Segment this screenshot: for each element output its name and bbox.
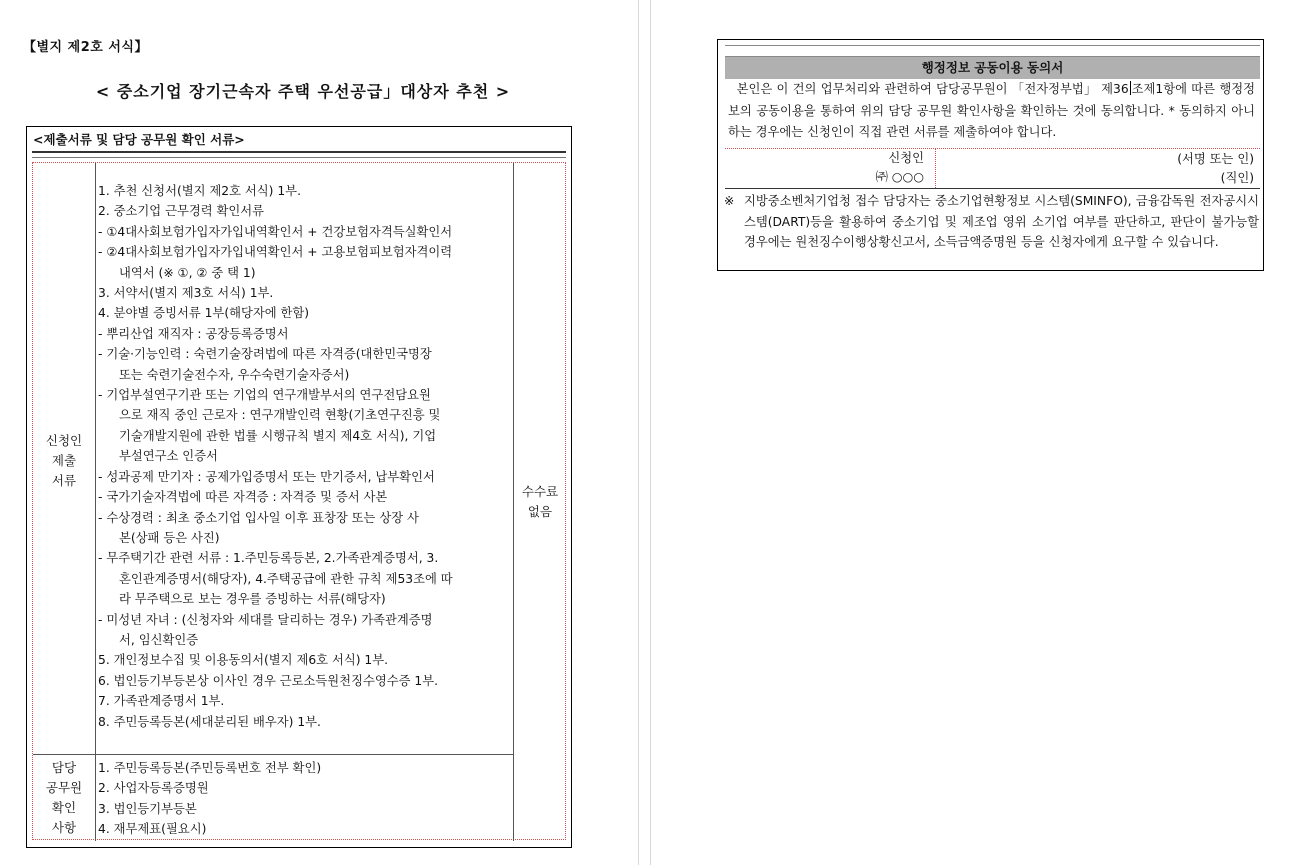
list-item: 부설연구소 인증서: [119, 449, 218, 464]
signature-row: [725, 148, 1260, 189]
list-item: 8. 주민등록등본(세대분리된 배우자) 1부.: [98, 714, 321, 729]
list-item: - 무주택기간 관련 서류 : 1.주민등록등본, 2.가족관계증명서, 3.: [98, 551, 439, 566]
consent-text: [728, 79, 1255, 144]
list-item: 3. 법인등기부등본: [98, 801, 197, 816]
official-check-label: [33, 758, 95, 838]
applicant-docs-label-line: 신청인: [45, 433, 83, 448]
list-item: - 기업부설연구기관 또는 기업의 연구개발부서의 연구전담요원: [98, 388, 431, 403]
applicant-name: ㈜ ○○○: [875, 170, 924, 184]
applicant-docs-label: [33, 431, 95, 491]
official-check-label-line: 공무원: [45, 780, 83, 795]
list-item: 7. 가족관계증명서 1부.: [98, 694, 225, 709]
list-item: 본(상패 등은 사진): [119, 530, 220, 545]
heading-rule-secondary: [32, 157, 566, 158]
list-item: - 성과공제 만기자 : 공제가입증명서 또는 만기증서, 납부확인서: [98, 469, 435, 484]
column-divider-label: [95, 163, 96, 841]
consent-box: [717, 39, 1264, 271]
list-item: - ①4대사회보험가입자가입내역확인서 + 건강보험자격득실확인서: [98, 224, 453, 239]
document-page-right: [651, 0, 1290, 865]
list-item: 5. 개인정보수집 및 이용동의서(별지 제6호 서식) 1부.: [98, 653, 389, 668]
list-item: - 국가기술자격법에 따른 자격증 : 자격증 및 증서 사본: [98, 490, 388, 505]
row-divider: [33, 754, 513, 755]
page-gutter: [638, 0, 651, 865]
fee-line: 없음: [527, 504, 553, 519]
list-item: 2. 중소기업 근무경력 확인서류: [98, 204, 265, 219]
list-item: 4. 재무제표(필요시): [98, 822, 207, 837]
list-item: - ②4대사회보험가입자가입내역확인서 + 고용보험피보험자격이력: [98, 245, 453, 260]
list-item: 혼인관계증명서(해당자), 4.주택공급에 관한 규칙 제53조에 따: [119, 571, 453, 586]
list-item: - 미성년 자녀 : (신청자와 세대를 달리하는 경우) 가족관계증명: [98, 612, 433, 627]
list-item: 2. 사업자등록증명원: [98, 781, 209, 796]
list-item: 으로 재직 중인 근로자 : 연구개발인력 현황(기초연구진흥 및: [119, 408, 441, 423]
reference-note: [724, 191, 1259, 253]
box-top-rule: [725, 45, 1260, 46]
list-item: 서, 임신확인증: [119, 632, 199, 647]
signature-label: (서명 또는 인): [1177, 152, 1254, 166]
applicant-docs-label-line: 제출: [51, 453, 77, 468]
list-item: 기술개발지원에 관한 법률 시행규칙 별지 제4호 서식), 기업: [119, 428, 437, 443]
official-check-list: [98, 758, 510, 840]
heading-rule: [32, 151, 566, 153]
document-title: < 중소기업 장기근속자 주택 우선공급」대상자 추천 >: [95, 82, 511, 101]
list-item: 1. 추천 신청서(별지 제2호 서식) 1부.: [98, 184, 301, 198]
applicant-label: 신청인: [888, 151, 924, 165]
note-mark: ※: [724, 194, 735, 208]
official-check-label-line: 확인: [51, 800, 77, 815]
list-item: 1. 주민등록등본(주민등록번호 전부 확인): [98, 761, 322, 775]
list-item: - 수상경력 : 최초 중소기업 입사일 이후 표창장 또는 상장 사: [98, 510, 419, 525]
documents-table: [26, 126, 572, 848]
document-page-left: [0, 0, 638, 865]
official-check-label-line: 사항: [51, 820, 77, 835]
list-item: - 기술·기능인력 : 숙련기술장려법에 따른 자격증(대한민국명장: [98, 347, 432, 362]
consent-title: 행정정보 공동이용 동의서: [725, 57, 1260, 79]
official-check-label-line: 담당: [51, 760, 77, 775]
form-label: 【별지 제2호 서식】: [23, 40, 148, 55]
signature-divider: [935, 149, 936, 188]
list-item: 라 무주택으로 보는 경우를 증빙하는 서류(해당자): [119, 592, 386, 607]
list-item: - 뿌리산업 재직자 : 공장등록증명서: [98, 326, 289, 341]
consent-text-part: 본인은 이 건의 업무처리와 관련하여 담당공무원이 「전자정부법」 제36: [736, 82, 1129, 96]
fee-line: 수수료: [521, 484, 559, 499]
fee-cell: [514, 482, 566, 522]
list-item: 3. 서약서(별지 제3호 서식) 1부.: [98, 286, 274, 301]
list-item: 6. 법인등기부등본상 이사인 경우 근로소득원천징수영수증 1부.: [98, 673, 438, 688]
list-item: 내역서 (※ ①, ② 중 택 1): [119, 265, 256, 280]
applicant-docs-list: [98, 181, 510, 732]
note-text: 지방중소벤처기업청 접수 담당자는 중소기업현황정보 시스템(SMINFO), 금융감독원 전자공시시스템(DART)등을 활용하여 중소기업 및 제조업 영위 소기업 여부를 판단하고, 판단이 불가능할 경우에는 원천징수이행상황신고서, 소득금액증명원 등을 신청자에게 요구할 수 있습니다.: [744, 194, 1259, 249]
applicant-docs-label-line: 서류: [51, 473, 77, 488]
list-item: 4. 분야별 증빙서류 1부(해당자에 한함): [98, 306, 310, 321]
text-cursor: [1130, 81, 1131, 95]
section-heading: <제출서류 및 담당 공무원 확인 서류>: [33, 132, 245, 147]
consent-text-part: 조제1항에 따른 행정정보의 공동이용을 통하여 위의 담당 공무원 확인사항을 확인하는 것에 동의합니다. * 동의하지 아니하는 경우에는 신청인이 직접 관련 서류를 제출하여야 합니다.: [728, 82, 1255, 139]
seal-label: (직인): [1220, 171, 1254, 185]
list-item: 또는 숙련기술전수자, 우수숙련기술자증서): [119, 367, 350, 382]
